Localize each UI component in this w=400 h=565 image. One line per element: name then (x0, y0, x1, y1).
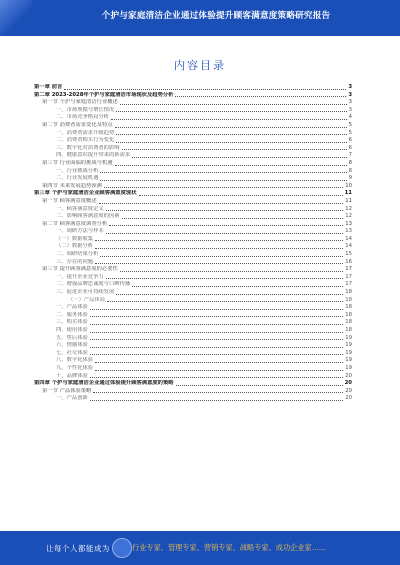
toc-dot-leader (90, 324, 343, 325)
toc-page-number: 18 (345, 311, 352, 318)
toc-page-number: 3 (348, 84, 352, 90)
toc-page-number: 18 (345, 327, 352, 333)
toc-entry-title: 一、市场规模与增长情况 (56, 106, 115, 113)
toc-entry-title: 一、产品创新 (56, 395, 88, 402)
toc-dot-leader (122, 218, 344, 219)
toc-page-number: 9 (348, 175, 352, 182)
toc-entry-title: 一、消费者需求升级趋势 (56, 129, 115, 136)
toc-dot-leader (120, 104, 347, 105)
toc-page-number: 17 (345, 266, 352, 273)
toc-entry-title: 二、市场竞争格局分析 (56, 114, 109, 121)
toc-entry-title: 六、情感体验 (56, 342, 88, 349)
toc-entry-title: 第一节 个护与家庭清洁行业概述 (42, 99, 118, 106)
toc-entry-title: 九、个性化体验 (56, 364, 94, 371)
toc-row[interactable] (34, 160, 352, 168)
toc-entry-title: 四、使用体验 (56, 327, 88, 333)
toc-row[interactable] (34, 92, 352, 100)
toc-row[interactable] (34, 342, 352, 350)
toc-dot-leader (90, 316, 343, 317)
toc-entry-title: 第二章 2023-2028年个护与家庭清洁市场现状及趋势分析 (34, 91, 174, 98)
toc-page-number: 14 (345, 235, 352, 242)
toc-dot-leader (104, 187, 343, 188)
toc-page-number: 8 (348, 159, 352, 166)
toc-entry-title: 五、售后体验 (56, 334, 88, 341)
toc-page-number: 17 (345, 273, 352, 280)
toc-dot-leader (122, 149, 347, 150)
toc-dot-leader (115, 165, 347, 166)
toc-page-number: 3 (348, 106, 352, 113)
toc-row[interactable] (34, 190, 352, 198)
toc-dot-leader (90, 354, 343, 355)
toc-row[interactable] (34, 327, 352, 335)
toc-dot-leader (175, 96, 346, 97)
toc-row[interactable] (34, 312, 352, 320)
toc-row[interactable] (34, 304, 352, 312)
toc-page-number: 19 (345, 342, 352, 349)
toc-entry-title: 第一章 前言 (34, 84, 63, 90)
report-title: 个护与家庭清洁企业通过体验提升顾客满意度策略研究报告 (101, 11, 331, 21)
toc-dot-leader (115, 127, 347, 128)
toc-row[interactable] (34, 357, 352, 365)
toc-entry-title: 一、顾客满意度定义 (56, 205, 104, 212)
toc-row[interactable] (34, 274, 352, 282)
toc-dot-leader (95, 248, 343, 249)
toc-entry-title: （一）产品体验 (68, 296, 106, 303)
toc-entry-title: 第三节 行业面临的挑战与机遇 (42, 159, 113, 166)
toc-dot-leader (100, 172, 346, 173)
toc-page-number: 19 (345, 357, 352, 364)
toc-dot-leader (111, 119, 347, 120)
toc-page-number: 13 (345, 220, 352, 227)
toc-row[interactable] (34, 152, 352, 160)
toc-dot-leader (64, 89, 346, 90)
toc-page-number: 20 (345, 395, 352, 402)
toc-dot-leader (120, 271, 343, 272)
toc-page-number: 17 (345, 281, 352, 288)
toc-heading: 内容目录 (174, 59, 226, 72)
toc-row[interactable] (34, 319, 352, 327)
toc-entry-title: 第四章 个护与家庭清洁企业通过体验提升顾客满意度的策略 (34, 380, 174, 387)
toc-dot-leader (100, 256, 343, 257)
toc-dot-leader (116, 294, 343, 295)
toc-row[interactable] (34, 137, 352, 145)
toc-row[interactable] (34, 175, 352, 183)
toc-page-number: 5 (348, 121, 352, 128)
toc-dot-leader (90, 400, 343, 401)
toc-dot-leader (95, 362, 343, 363)
toc-entry-title: 三、存在的问题 (56, 258, 94, 265)
toc-row[interactable] (34, 130, 352, 138)
toc-row[interactable] (34, 145, 352, 153)
toc-dot-leader (176, 385, 343, 386)
toc-page-number: 13 (345, 228, 352, 235)
table-of-contents (34, 84, 352, 403)
toc-row[interactable] (34, 281, 352, 289)
toc-entry-title: 三、购买体验 (56, 319, 88, 326)
toc-page-number: 14 (345, 243, 352, 250)
toc-dot-leader (116, 134, 346, 135)
toc-row[interactable] (34, 168, 352, 176)
toc-row[interactable] (34, 395, 352, 403)
toc-entry-title: 一、产品体验 (56, 304, 88, 311)
toc-page-number: 16 (345, 258, 352, 265)
toc-entry-title: 一、提升企业竞争力 (56, 273, 104, 280)
toc-page-number: 19 (345, 349, 352, 356)
toc-dot-leader (106, 233, 344, 234)
toc-entry-title: 第三节 提升顾客满意度的必要性 (42, 266, 118, 273)
toc-dot-leader (95, 263, 343, 264)
toc-dot-leader (90, 332, 343, 333)
toc-row[interactable] (34, 259, 352, 267)
toc-entry-title: 八、数字化体验 (56, 357, 94, 364)
toc-entry-title: 一、调研方法与样本 (56, 228, 104, 235)
toc-page-number: 18 (345, 304, 352, 311)
toc-entry-title: 第二节 顾客满意度调查分析 (42, 220, 108, 227)
toc-entry-title: 三、数字化对消费者的影响 (56, 144, 120, 151)
toc-row[interactable] (34, 380, 352, 388)
toc-dot-leader (100, 180, 346, 181)
toc-dot-leader (132, 157, 346, 158)
footer-slogan: 让每个人都能成为 (46, 544, 110, 553)
toc-entry-title: 第二节 消费者需求变化及特点 (42, 121, 113, 128)
toc-dot-leader (107, 301, 343, 302)
toc-page-number: 3 (348, 91, 352, 98)
header-band (0, 0, 400, 36)
toc-dot-leader (90, 309, 343, 310)
toc-row[interactable] (34, 266, 352, 274)
toc-page-number: 11 (345, 197, 352, 204)
toc-dot-leader (90, 377, 343, 378)
toc-dot-leader (109, 225, 343, 226)
toc-entry-title: 二、增强品牌忠诚度与口碑传播 (56, 281, 131, 288)
toc-row[interactable] (34, 84, 352, 92)
toc-page-number: 20 (344, 380, 352, 387)
toc-row[interactable] (34, 236, 352, 244)
toc-page-number: 6 (348, 137, 352, 144)
toc-page-number: 18 (345, 319, 352, 326)
toc-entry-title: （一）数据收集 (56, 235, 94, 242)
toc-entry-title: 第一节 顾客满意度概述 (42, 197, 97, 204)
toc-entry-title: 二、行业发展机遇 (56, 175, 99, 182)
toc-row[interactable] (34, 114, 352, 122)
toc-page-number: 18 (345, 296, 352, 303)
toc-page-number: 7 (348, 152, 352, 159)
toc-entry-title: （二）数据分析 (56, 243, 94, 250)
toc-entry-title: 四、健康意识提升带来的新需求 (56, 152, 131, 159)
toc-row[interactable] (34, 350, 352, 358)
header-accent-stripe (0, 0, 32, 36)
toc-entry-title: 二、影响顾客满意度的因素 (56, 213, 120, 220)
toc-page-number: 20 (345, 372, 352, 379)
toc-row[interactable] (34, 213, 352, 221)
toc-page-number: 19 (345, 334, 352, 341)
toc-entry-title: 二、消费者购买行为变化 (56, 137, 115, 144)
toc-page-number: 4 (348, 114, 352, 121)
toc-row[interactable] (34, 198, 352, 206)
toc-dot-leader (116, 142, 346, 143)
toc-page-number: 12 (345, 213, 352, 220)
toc-page-number: 3 (348, 99, 352, 106)
toc-row[interactable] (34, 297, 352, 305)
toc-entry-title: 二、服务体验 (56, 311, 88, 318)
toc-row[interactable] (34, 243, 352, 251)
toc-row[interactable] (34, 228, 352, 236)
toc-row[interactable] (34, 289, 352, 297)
toc-row[interactable] (34, 335, 352, 343)
toc-entry-title: 一、行业挑战分析 (56, 167, 99, 174)
toc-row[interactable] (34, 107, 352, 115)
toc-row[interactable] (34, 251, 352, 259)
toc-page-number: 20 (345, 387, 352, 394)
toc-row[interactable] (34, 365, 352, 373)
toc-dot-leader (90, 339, 343, 340)
footer-logo-icon (112, 538, 132, 558)
toc-dot-leader (106, 210, 344, 211)
toc-entry-title: 第一节 产品体验策略 (42, 387, 92, 394)
toc-entry-title: 十、品牌体验 (56, 372, 88, 379)
toc-entry-title: 二、调研结果分析 (56, 251, 99, 258)
toc-dot-leader (95, 240, 343, 241)
toc-dot-leader (99, 203, 344, 204)
toc-page-number: 11 (344, 190, 352, 197)
toc-dot-leader (93, 392, 343, 393)
toc-row[interactable] (34, 183, 352, 191)
toc-entry-title: 第四节 未来发展趋势预测 (42, 182, 102, 189)
toc-page-number: 12 (345, 205, 352, 212)
toc-page-number: 8 (348, 167, 352, 174)
toc-page-number: 15 (345, 251, 352, 258)
toc-page-number: 19 (345, 364, 352, 371)
toc-entry-title: 三、促进企业可持续发展 (56, 289, 115, 296)
toc-page-number: 6 (348, 144, 352, 151)
toc-entry-title: 七、社交体验 (56, 349, 88, 356)
toc-page-number: 10 (345, 182, 352, 189)
toc-dot-leader (95, 370, 343, 371)
footer-band (0, 531, 400, 565)
toc-entry-title: 第三章 个护与家庭清洁企业顾客满意度现状 (34, 190, 137, 197)
toc-row[interactable] (34, 206, 352, 214)
toc-row[interactable] (34, 99, 352, 107)
toc-dot-leader (132, 286, 343, 287)
toc-dot-leader (90, 347, 343, 348)
toc-row[interactable] (34, 122, 352, 130)
footer-tagline: 行业专家、管理专家、营销专家、战略专家、成功企业家…… (132, 543, 327, 552)
toc-dot-leader (116, 111, 346, 112)
toc-row[interactable] (34, 388, 352, 396)
toc-page-number: 18 (345, 289, 352, 296)
toc-dot-leader (139, 195, 343, 196)
toc-row[interactable] (34, 373, 352, 381)
toc-page-number: 5 (348, 129, 352, 136)
toc-row[interactable] (34, 221, 352, 229)
toc-dot-leader (106, 278, 344, 279)
